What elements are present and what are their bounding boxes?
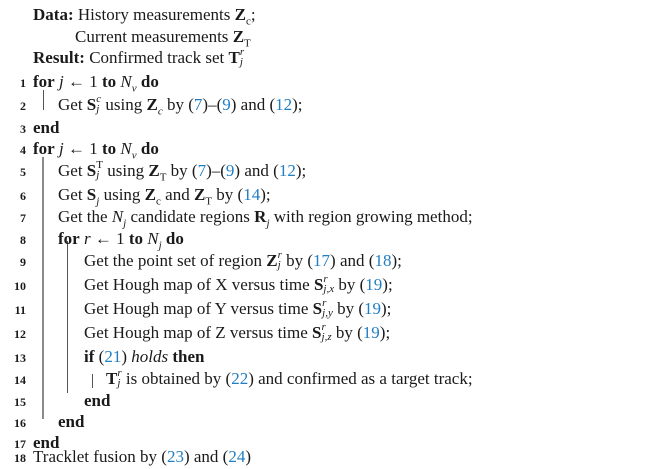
line-content: if (21) holds then [84,347,205,366]
algo-line-11 [0,298,649,320]
algo-line-4 [0,138,649,160]
supsub: r j [239,46,245,69]
line-number: 18 [14,451,26,465]
eq-ref-link[interactable]: 9 [225,161,235,180]
line-content: Get $S_j$ using $Z_c$ and $Z_T$ by (14); [58,185,271,208]
line-content: Get Hough map of Z versus time S r j,z by (19); [84,321,391,344]
line-content: for j ← 1 to $N_v$ do [33,139,159,162]
symbol: T [228,48,240,67]
result-text: Confirmed track set [89,48,225,67]
line-number: 4 [20,143,26,157]
eq-ref-link[interactable]: 19 [365,275,383,294]
data-line-2 [75,26,251,48]
line-number: 3 [20,122,26,136]
line-content: end [33,118,60,137]
algo-line-5 [0,160,649,182]
eq-ref-link[interactable]: 12 [278,161,296,180]
algo-line-13 [0,346,649,368]
eq-ref-link[interactable]: 17 [313,251,331,270]
line-number: 17 [14,437,26,451]
data-line-1 [33,4,256,26]
algo-line-10 [0,274,649,296]
line-number: 15 [14,395,26,409]
data-label: Data: [33,5,74,24]
line-content: Get S c j using $Z_c$ by (7)–(9) and (12); [58,93,303,118]
line-number: 2 [20,99,26,113]
line-content: Tracklet fusion by (23) and (24) [33,447,252,466]
line-content: Get Hough map of Y versus time S r j,y by (19); [84,297,392,320]
line-content: for r ← 1 to $N_j$ do [58,229,184,252]
algo-line-16 [0,411,649,433]
line-number: 1 [20,76,26,90]
line-number: 13 [14,351,26,365]
algo-line-6 [0,184,649,206]
eq-ref-link[interactable]: 7 [197,161,207,180]
symbol: Z [232,27,245,46]
algo-line-7 [0,206,649,228]
eq-ref-link[interactable]: 18 [374,251,392,270]
data-1-text: History measurements [77,5,231,24]
data-2-text: Current measurements [75,27,229,46]
line-number: 11 [14,303,26,317]
algo-line-3 [0,117,649,139]
line-content: for j ← 1 to $N_v$ do [33,72,159,95]
algo-line-1 [0,71,649,93]
line-content: Get S T j using $Z_T$ by (7)–(9) and (12); [58,159,307,184]
algo-line-12 [0,322,649,344]
line-content: Get Hough map of X versus time S r j,x by (19); [84,273,393,296]
line-content: end [33,433,60,452]
line-content: Get the $N_j$ candidate regions $R_j$ with region growing method; [58,207,473,230]
line-number: 10 [14,279,26,293]
algo-line-2 [0,94,649,116]
eq-ref-link[interactable]: 14 [243,185,261,204]
eq-ref-link[interactable]: 7 [193,95,203,114]
line-number: 14 [14,373,26,387]
line-number: 12 [14,327,26,341]
algo-line-14 [0,368,649,390]
eq-ref-link[interactable]: 9 [222,95,231,114]
algo-line-15 [0,390,649,412]
algo-line-9 [0,250,649,272]
line-content: Get the point set of region Z r j by (17) and (18); [84,249,402,272]
eq-ref-link[interactable]: 24 [228,447,246,466]
line-content: T r j is obtained by (22) and confirmed as a target track; [106,367,473,390]
line-number: 9 [20,255,26,269]
line-number: 6 [20,189,26,203]
eq-ref-link[interactable]: 19 [364,299,382,318]
subscript: T [244,37,251,50]
result-label: Result: [33,48,85,67]
eq-ref-link[interactable]: 23 [166,447,184,466]
punct: ; [250,5,256,24]
eq-ref-link[interactable]: 21 [104,347,122,366]
line-number: 16 [14,416,26,430]
line-number: 5 [20,165,26,179]
eq-ref-link[interactable]: 19 [362,323,380,342]
eq-ref-link[interactable]: 22 [231,369,249,388]
symbol: Z [234,5,246,24]
line-content: end [58,412,85,431]
line-content: end [84,391,111,410]
line-number: 8 [20,233,26,247]
line-number: 7 [20,211,26,225]
eq-ref-link[interactable]: 12 [275,95,293,114]
result-line [33,47,244,69]
algo-line-8 [0,228,649,250]
subscript: c [245,15,251,28]
